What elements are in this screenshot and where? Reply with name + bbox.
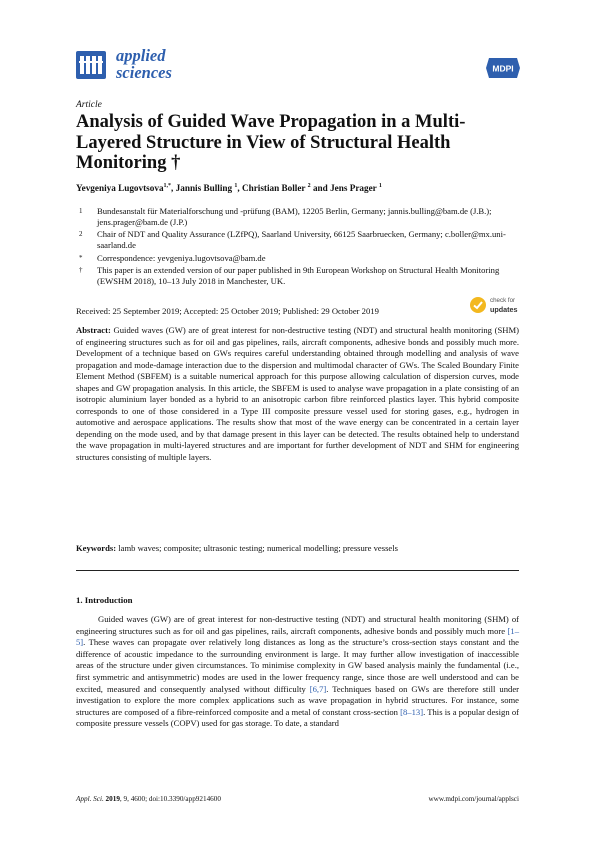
citation-link[interactable]: [8–13] bbox=[400, 706, 424, 717]
publisher-name: MDPI bbox=[492, 63, 514, 74]
journal-name bbox=[116, 47, 236, 81]
abstract-label: Abstract: bbox=[76, 325, 111, 335]
author-affiliation-marker: 1 bbox=[234, 183, 238, 189]
introduction-paragraph bbox=[76, 614, 519, 730]
mdpi-logo-icon bbox=[486, 58, 520, 78]
keywords bbox=[76, 543, 519, 553]
citation-link[interactable]: [1–5] bbox=[76, 625, 519, 648]
intro-text: . This is a popular design of composite pressure vessels (COPV) used for gas storage. To date, a standard bbox=[76, 706, 519, 729]
affiliation-text: Chair of NDT and Quality Assurance (LZfPQ), Saarland University, 66125 Saarbruecken, Germany; c.boller@mx.uni-saarland.de bbox=[97, 229, 506, 251]
paper-title: Analysis of Guided Wave Propagation in a Multi-Layered Structure in View of Structural Health Monitoring † bbox=[76, 112, 466, 173]
check-updates-line2: updates bbox=[490, 305, 518, 314]
author-list bbox=[76, 183, 536, 193]
affiliation-marker: 2 bbox=[79, 230, 83, 238]
affiliation-item bbox=[76, 206, 526, 229]
author-affiliation-marker: 2 bbox=[307, 183, 311, 189]
affiliation-marker: 1 bbox=[79, 207, 83, 215]
footer-citation bbox=[76, 795, 221, 803]
author-name: Jens Prager bbox=[330, 183, 377, 194]
check-updates-icon bbox=[470, 297, 486, 313]
correspondence-text: Correspondence: yevgeniya.lugovtsova@bam.de bbox=[97, 253, 266, 263]
footer-url[interactable]: www.mdpi.com/journal/applsci bbox=[428, 795, 519, 803]
check-for-updates-button[interactable] bbox=[470, 296, 522, 316]
footnote-extended-version bbox=[76, 265, 526, 288]
author-affiliation-marker: 1,* bbox=[163, 183, 172, 189]
intro-text: . These waves can propagate over relatively long distances as long as the structure’s cross-section stays constant and the difference of acoustic impedance to the surrounding environment is large. It may further allow investigation of inaccessible areas of the structure under given circumstances. To minimise complexity in GW based analysis mainly the fundamental (i.e., first symmetric and antisymmetric) modes are used in the lower frequency range, since those are well understood and can be excited, measured and consequently analysed without difficulty bbox=[76, 637, 519, 694]
correspondence bbox=[76, 253, 526, 265]
journal-name-line2: sciences bbox=[116, 63, 172, 82]
intro-text: . Techniques based on GWs are therefore still under investigation to explore the more complex applications such as wave propagation in hybrid structures. For instance, some structures are composed of a fibre-reinforced composite and a metal of constant cross-section bbox=[76, 683, 519, 717]
keywords-text: lamb waves; composite; ultrasonic testing; numerical modelling; pressure vessels bbox=[118, 543, 398, 553]
author-name: Christian Boller bbox=[241, 183, 306, 194]
journal-logo-icon bbox=[76, 51, 106, 79]
footer-doi: , 9, 4600; doi:10.3390/app9214600 bbox=[119, 795, 221, 803]
affiliation-marker: * bbox=[79, 254, 83, 262]
keywords-label: Keywords: bbox=[76, 543, 117, 553]
affiliation-marker: † bbox=[79, 266, 83, 274]
section-divider bbox=[76, 570, 519, 571]
check-updates-line1: check for bbox=[490, 297, 516, 304]
footer-journal-abbr: Appl. Sci. bbox=[76, 795, 104, 803]
affiliation-text: Bundesanstalt für Materialforschung und -prüfung (BAM), 12205 Berlin, Germany; jannis.bulling@bam.de (J.B.); jens.prager@bam.de (J.P.) bbox=[97, 206, 492, 228]
abstract-text: Guided waves (GW) are of great interest for non-destructive testing (NDT) and structural health monitoring (SHM) of engineering structures such as for oil and gas pipelines, rails, aircraft components, adhesive bonds and possibly much more. Development of a technique based on GWs requires careful understanding obtained through modelling and analysis of wave propagation and mode-damage interaction due to the dispersion and multimodal character of GWs. The Scaled Boundary Finite Element Method (SBFEM) is a suitable numerical approach for this purpose allowing calculation of dispersion curves, mode shapes and GW propagation analysis. In this article, the SBFEM is used to analyse wave propagation in a plate consisting of an isotropic aluminium layer bonded as a hybrid to an anisotropic carbon fibre reinforced plastics layer. This hybrid composite corresponds to one of those considered in a Type III composite pressure vessel used for storing gases, e.g., hydrogen in automotive and aerospace applications. The results show that most of the wave energy can be concentrated in a certain layer depending on the mode used, and by that damage present in this layer can be detected. The results obtained help to understand the wave propagation in multi-layered structures and are important for further development of NDT and SHM for engineering structures consisting of multiple layers. bbox=[76, 325, 520, 463]
publication-dates: Received: 25 September 2019; Accepted: 25 October 2019; Published: 29 October 2019 bbox=[76, 306, 379, 316]
section-heading: 1. Introduction bbox=[76, 595, 133, 605]
author-separator: and bbox=[310, 183, 331, 194]
footer-year: 2019 bbox=[105, 795, 120, 803]
author-name: Jannis Bulling bbox=[175, 183, 233, 194]
journal-name-line1: applied bbox=[116, 46, 166, 65]
affiliation-item bbox=[76, 229, 526, 252]
author-separator: , bbox=[237, 183, 242, 194]
intro-text: Guided waves (GW) are of great interest for non-destructive testing (NDT) and structural health monitoring (SHM) of engineering structures such as for oil and gas pipelines, rails, aircraft components, adhesive bonds and possibly much more bbox=[76, 614, 519, 636]
article-type: Article bbox=[76, 100, 102, 110]
author-separator: , bbox=[171, 183, 176, 194]
abstract bbox=[76, 325, 519, 464]
citation-link[interactable]: [6,7] bbox=[309, 683, 327, 694]
author-name: Yevgeniya Lugovtsova bbox=[76, 183, 164, 194]
footnote-text: This paper is an extended version of our paper published in 9th European Workshop on Structural Health Monitoring (EWSHM 2018), 10–13 July 2018 in Manchester, UK. bbox=[97, 265, 500, 287]
author-affiliation-marker: 1 bbox=[378, 183, 382, 189]
